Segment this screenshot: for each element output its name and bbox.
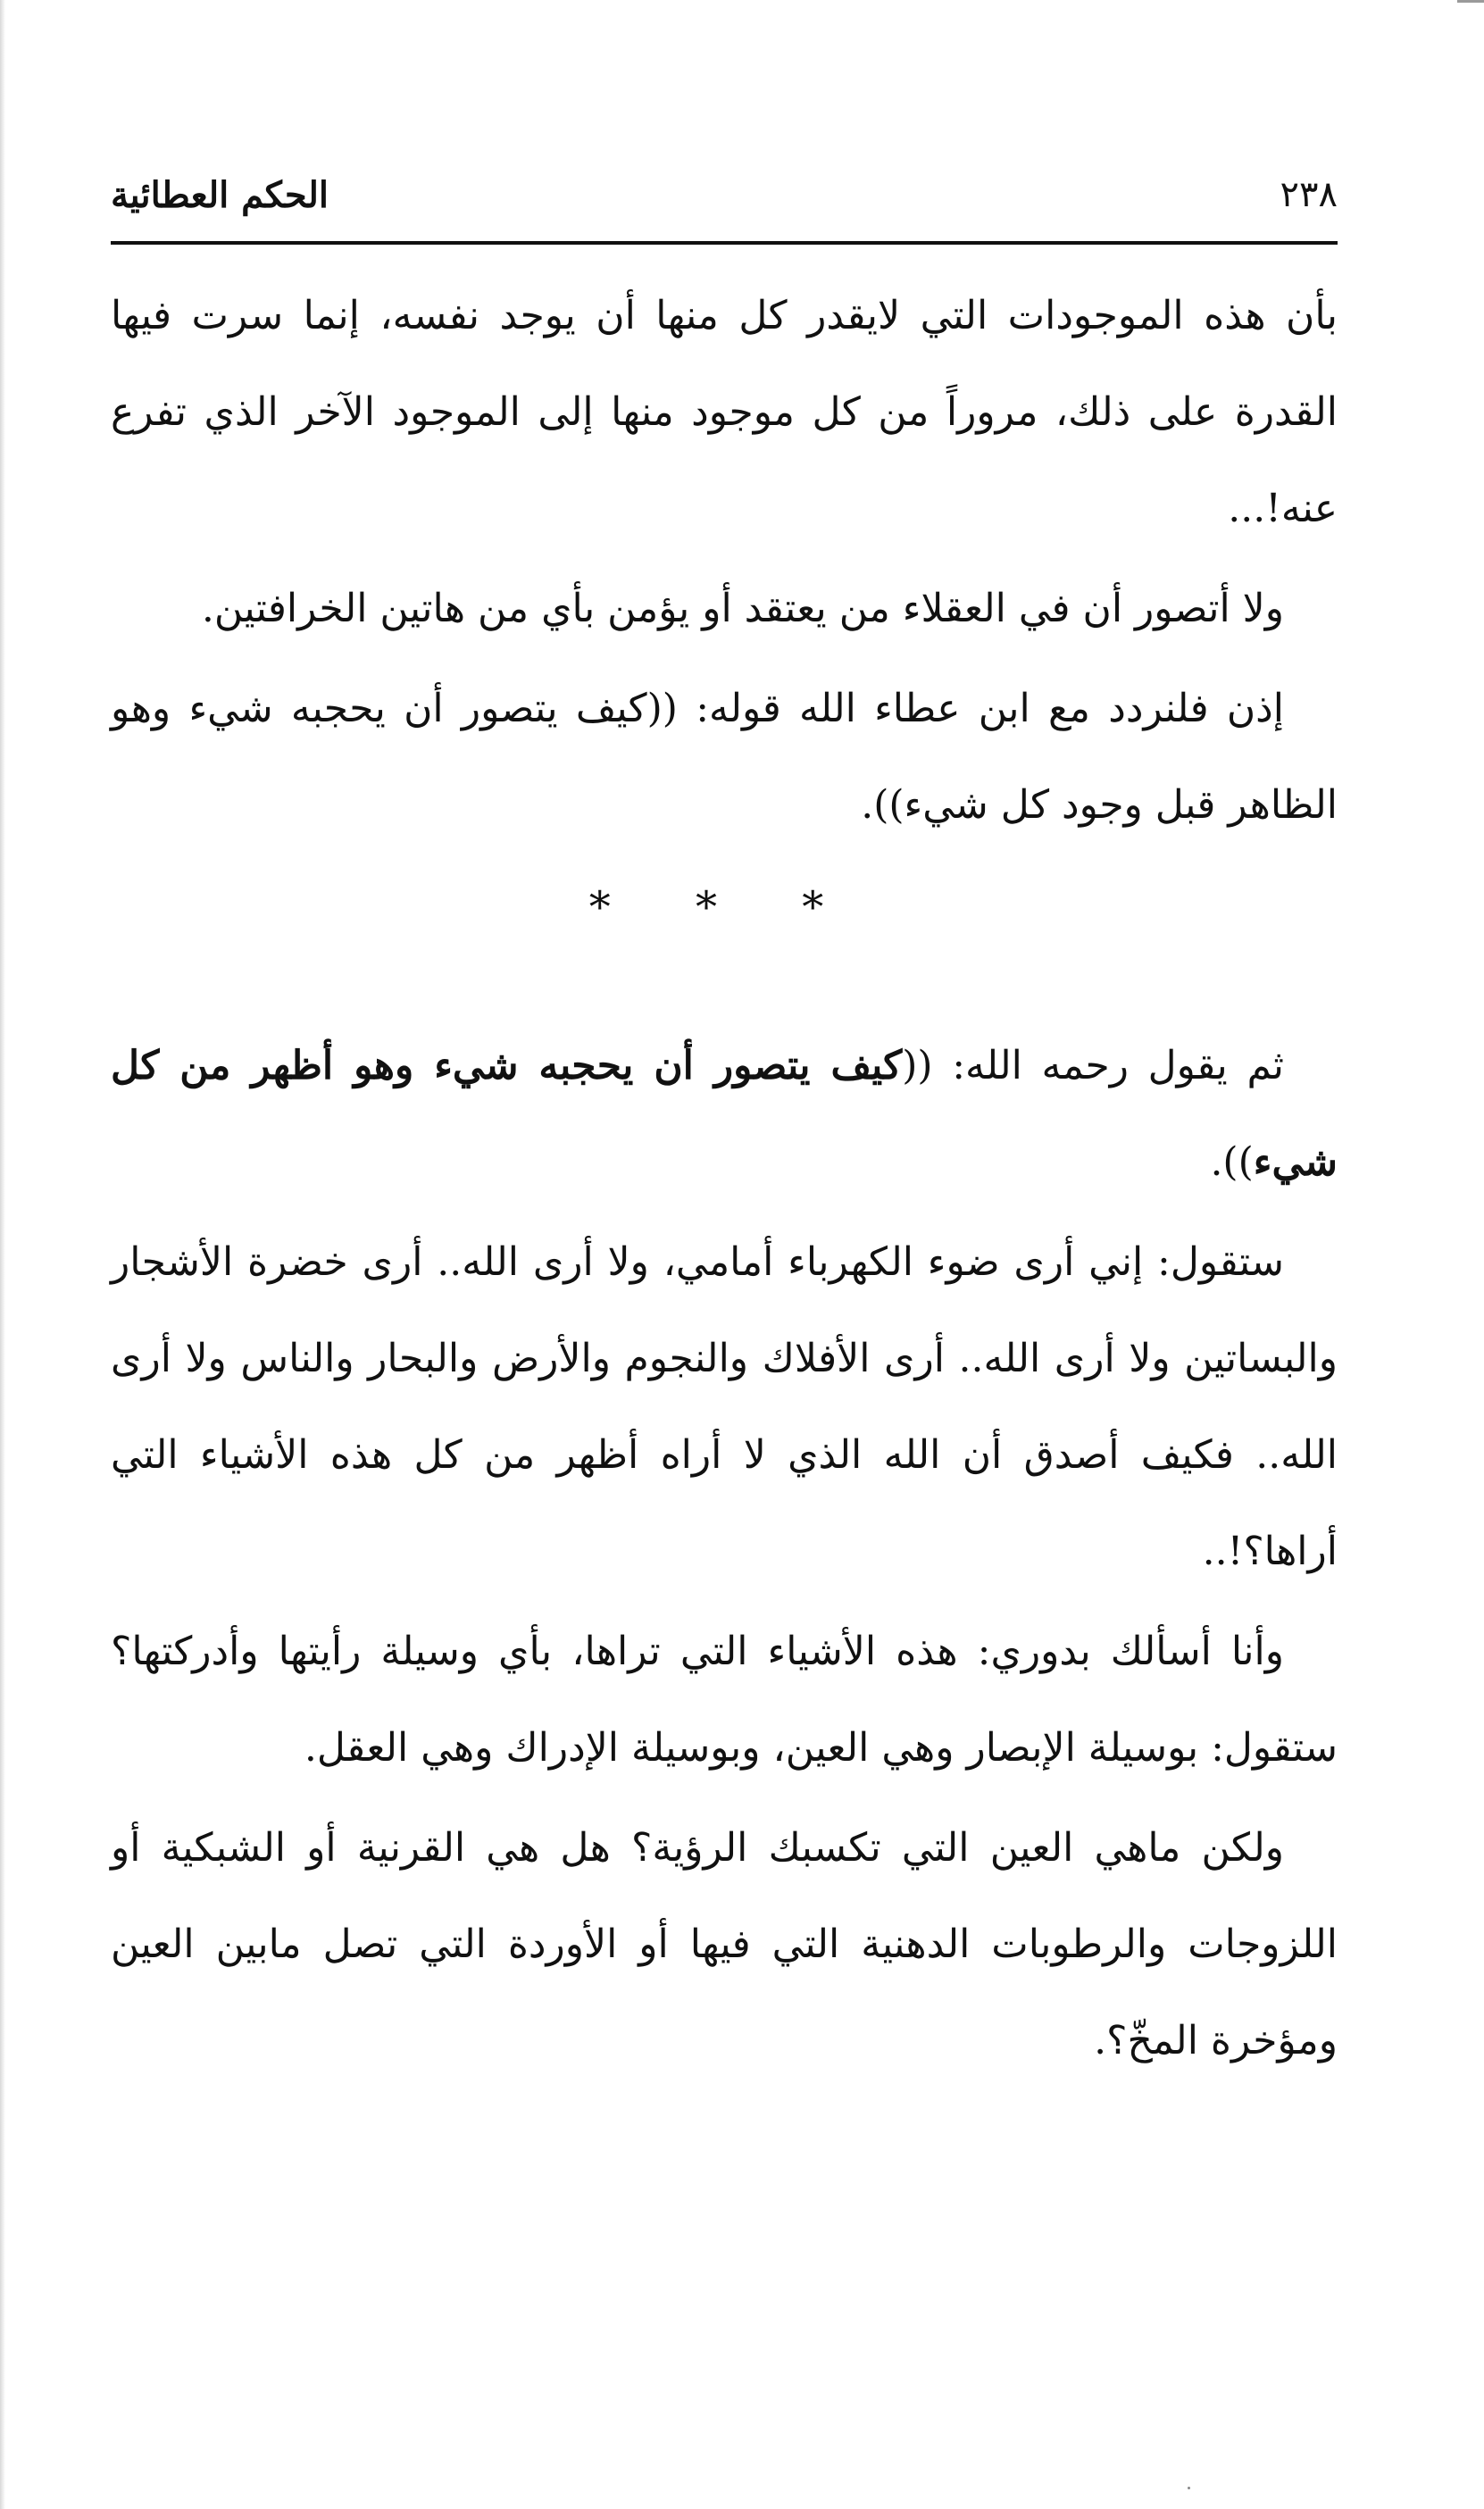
paragraph-5: وأنا أسألك بدوري: هذه الأشياء التي تراها، بأي وسيلة رأيتها وأدركتها؟ ستقول: بوسيلة الإبصار وهي العين، وبوسيلة الإدراك وهي العقل. [111, 1629, 1338, 1771]
paragraph-3: إذن فلنردد مع ابن عطاء الله قوله: ((كيف يتصور أن يحجبه شيء وهو الظاهر قبل وجود كل شيء)). [111, 686, 1338, 828]
scan-corner-mark [1457, 0, 1484, 13]
scan-speck [1188, 2487, 1190, 2489]
header-rule [111, 241, 1338, 245]
quote-lead: ثم يقول رحمه الله: (( [902, 1043, 1284, 1088]
quote-paragraph [111, 1018, 1338, 1211]
paragraph-2: ولا أتصور أن في العقلاء من يعتقد أو يؤمن بأي من هاتين الخرافتين. [201, 586, 1284, 631]
bold-quote: كيف يتصور أن يحجبه شيء وهو أظهر من كل شيء [111, 1043, 1338, 1185]
page-number: ٢٣٨ [1280, 174, 1338, 215]
paragraph-6: ولكن ماهي العين التي تكسبك الرؤية؟ هل هي القرنية أو الشبكية أو اللزوجات والرطوبات الدهنية التي فيها أو الأوردة التي تصل مابين العين ومؤخرة المخّ؟. [111, 1825, 1338, 2063]
scan-edge-shadow [0, 0, 5, 2509]
running-title: الحكم العطائية [111, 174, 329, 216]
paragraph-4: ستقول: إني أرى ضوء الكهرباء أمامي، ولا أرى الله.. أرى خضرة الأشجار والبساتين ولا أرى الله.. أرى الأفلاك والنجوم والأرض والبحار والناس ولا أرى الله.. فكيف أصدق أن الله الذي لا أراه أظهر من كل هذه الأشياء التي أراها؟!.. [111, 1239, 1338, 1574]
body-text [111, 268, 1338, 2093]
section-separator: * * * [588, 882, 860, 932]
paragraph-1: بأن هذه الموجودات التي لايقدر كل منها أن يوجد نفسه، إنما سرت فيها القدرة على ذلك، مروراً من كل موجود منها إلى الموجود الآخر الذي تفرع عنه!... [111, 293, 1338, 531]
page-header [111, 174, 1338, 237]
quote-tail: )). [1210, 1139, 1254, 1185]
